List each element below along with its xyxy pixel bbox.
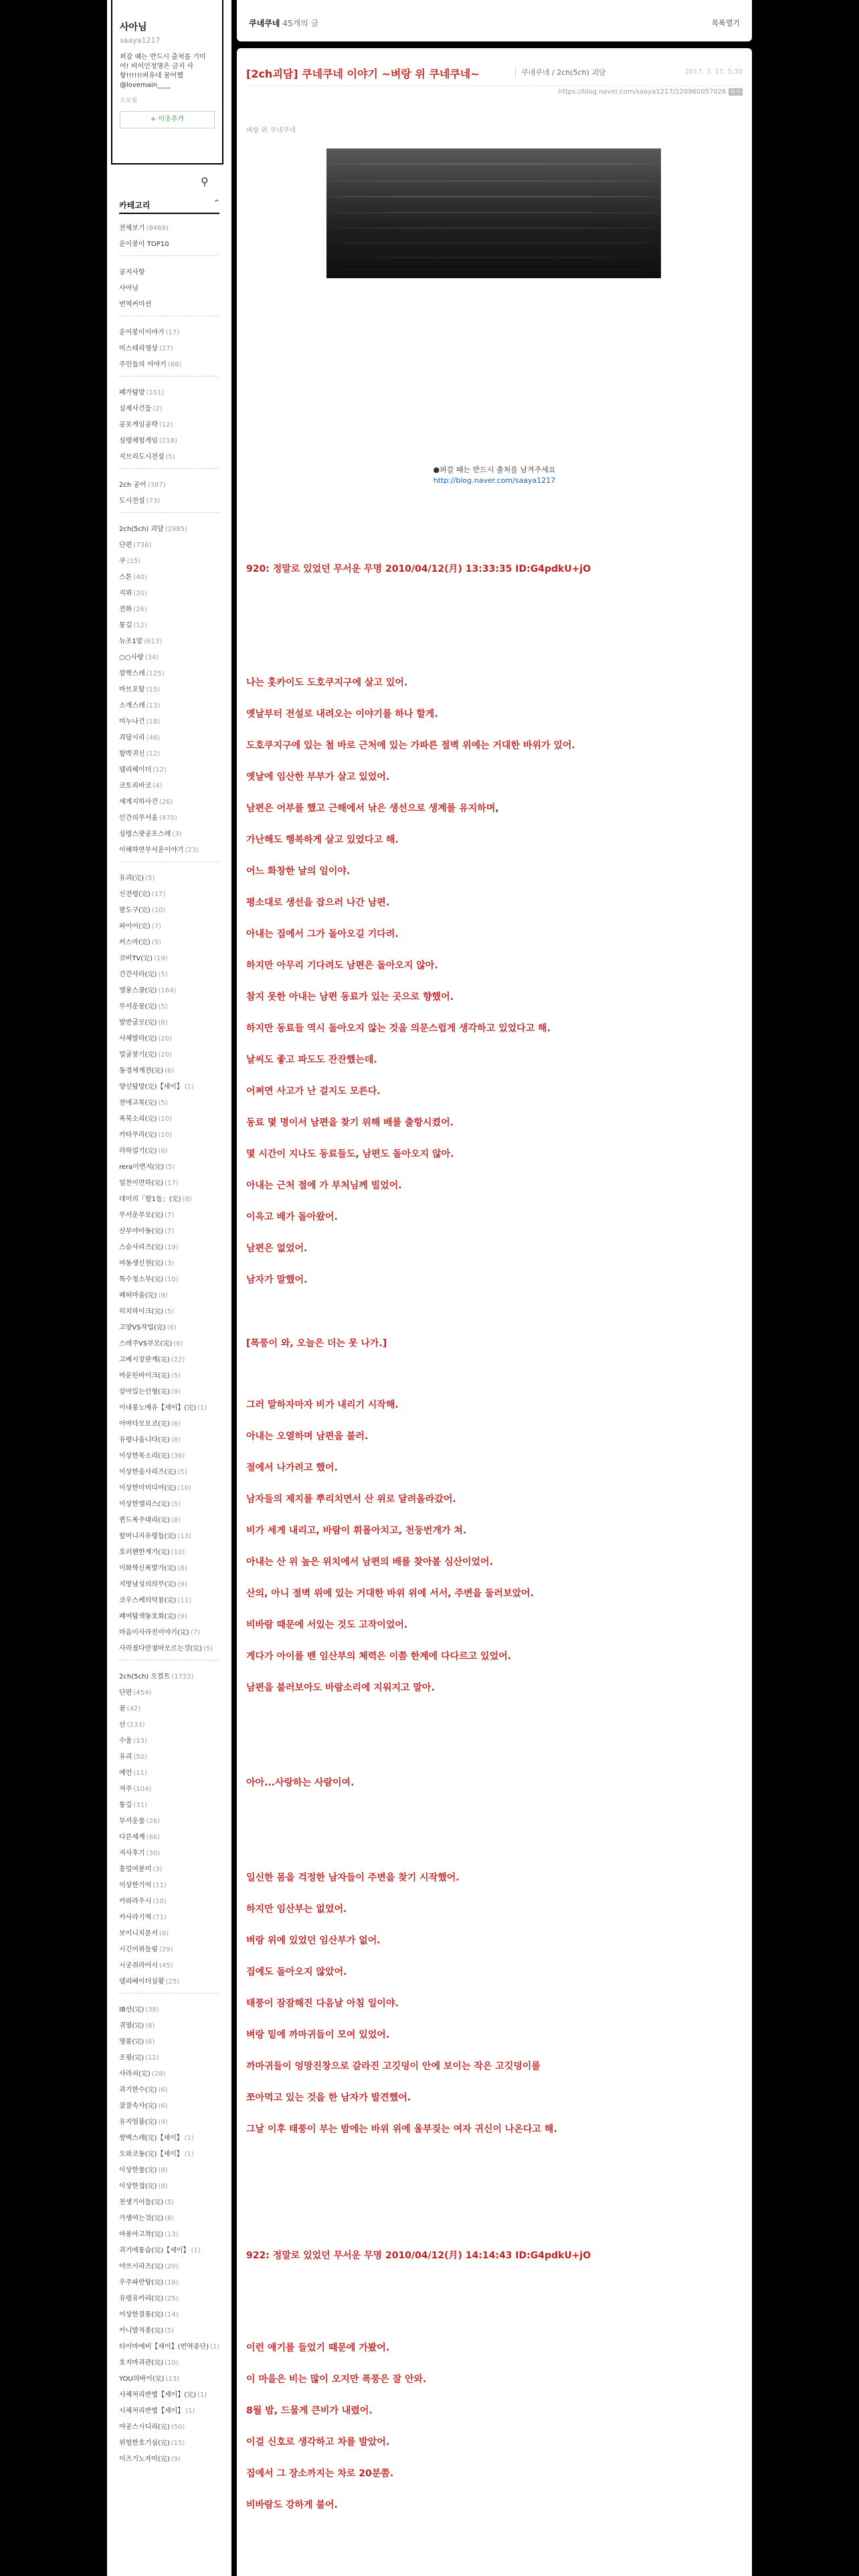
category-item[interactable]: 뉴조1알 (613) <box>119 638 163 645</box>
post-line: 도호쿠지구에 있는 철 바로 근처에 있는 가파른 절벽 위에는 거대한 바위가 있어. <box>246 740 575 751</box>
category-item[interactable]: IB선(完) (38) <box>119 2006 159 2014</box>
post-line: 922: 정말로 있었던 무서운 무명 2010/04/12(月) 14:14:43 ID:G4pdkU+jO <box>246 2250 591 2261</box>
post-line: [폭풍이 와, 오늘은 더는 못 나가.] <box>246 1338 387 1349</box>
category-item[interactable]: 폐허마을(完) (9) <box>119 1292 168 1299</box>
category-item[interactable]: 호지마괴관(完) (10) <box>119 2359 179 2367</box>
post-line: 이걸 신호로 생각하고 차를 발았어. <box>246 2437 390 2448</box>
category-item[interactable]: 통길 (31) <box>119 1802 147 1809</box>
category-header <box>119 199 219 214</box>
category-item[interactable]: 마음이사라진이야기(完) (7) <box>119 1629 200 1636</box>
post-line: 집에도 돌아오지 않았어. <box>246 1967 347 1977</box>
category-item[interactable]: 보이니치문서 (6) <box>119 1930 169 1937</box>
category-item[interactable]: 여동생신천(完) (3) <box>119 1260 175 1267</box>
category-item[interactable]: 심령스팟공포스레 (3) <box>119 831 182 838</box>
post-article <box>237 48 752 2576</box>
category-item[interactable]: 조핑(完) (12) <box>119 2054 159 2062</box>
post-line: 아내는 오열하며 남편을 불러. <box>246 1431 369 1442</box>
category-item[interactable]: 이내풍노예유【세이】(完) (1) <box>119 1404 207 1412</box>
category-item[interactable]: 오와코동(完)【세이】 (1) <box>119 2151 194 2158</box>
category-item[interactable]: 시체처리반법【세이】 (1) <box>119 2407 195 2415</box>
post-line: 하지만 동료들 역시 돌아오지 않는 것을 의문스럽게 생각하고 있었다고 해. <box>246 1023 551 1034</box>
category-item[interactable]: 유괴(完) (5) <box>119 875 155 882</box>
category-item[interactable]: 사체처리반법【세이】(完) (1) <box>119 2391 207 2399</box>
category-item[interactable]: 지브리도시전설 (5) <box>119 453 175 461</box>
category-item[interactable]: 수울 (13) <box>119 1737 147 1745</box>
category-item[interactable]: 스톤 (40) <box>119 574 147 581</box>
category-item[interactable]: 데이의「할1들」(完) (8) <box>119 1196 192 1203</box>
category-item[interactable]: 도시전설 (73) <box>119 498 161 505</box>
category-item[interactable]: 전화 (26) <box>119 606 147 613</box>
category-item[interactable]: 코비TV(完) (19) <box>119 955 168 962</box>
category-item[interactable]: 이상한목소리(完) (36) <box>119 1453 185 1460</box>
category-item[interactable]: 커스마(完) (5) <box>119 939 161 946</box>
category-item[interactable]: 스승사리즈(完) (19) <box>119 1244 179 1251</box>
category-divider <box>119 1660 219 1667</box>
post-line: 비바람도 강하게 불어. <box>246 2500 338 2510</box>
category-item[interactable]: 시긴어위들림 (29) <box>119 1946 173 1953</box>
post-line: 남자들의 제지를 뿌리치면서 산 위로 달려올라갔어. <box>246 1494 456 1505</box>
category-title: 카테고리 <box>119 201 151 210</box>
post-line: 920: 정말로 있었던 무서운 무명 2010/04/12(月) 13:33:35 ID:G4pdkU+jO <box>246 564 591 574</box>
category-item[interactable]: 주민들의 이야기 (88) <box>119 361 182 368</box>
category-item[interactable]: 가생여는것(完) (8) <box>119 2215 175 2222</box>
category-item[interactable]: 마운틴바이크(完) (5) <box>119 1372 181 1380</box>
category-item[interactable]: 살아있는인형(完) (9) <box>119 1388 181 1396</box>
main-content <box>237 0 752 2576</box>
post-line: 평소대로 생선을 잡으러 나간 남편. <box>246 897 390 908</box>
category-item[interactable]: 심령체험게임 (218) <box>119 437 177 445</box>
category-item[interactable]: 마브포탈 (15) <box>119 686 161 693</box>
post-line: 나는 홋카이도 도호쿠지구에 살고 있어. <box>246 677 408 688</box>
category-item[interactable]: 흥얼여분미 (3) <box>119 1866 163 1873</box>
category-item[interactable]: 카사라기역 (71) <box>119 1914 167 1921</box>
category-item[interactable]: rera이면지(完) (5) <box>119 1164 175 1171</box>
category-item[interactable]: 괴기한수(完) (6) <box>119 2086 168 2094</box>
category-item[interactable]: YOU의바이(完) (13) <box>119 2375 180 2383</box>
category-item[interactable]: 잘잘속사(完) (6) <box>119 2103 168 2110</box>
category-item[interactable]: 일찬이면하(完) (17) <box>119 1180 179 1187</box>
category-item[interactable]: 이상한물(完) (8) <box>119 2167 168 2174</box>
category-item[interactable]: 위험한호기심(完) (15) <box>119 2440 185 2447</box>
post-line: 하지만 아무리 기다려도 남편은 돌아오지 않아. <box>246 960 438 971</box>
category-divider <box>119 255 219 262</box>
category-item[interactable]: 무서운꿈(完) (5) <box>119 1003 168 1010</box>
category-item[interactable]: 미스테리영상 (27) <box>119 345 173 352</box>
category-item[interactable]: 양신탐방(完)【세이】 (1) <box>119 1083 194 1091</box>
post-line: 벼랑 위에 있었던 임산부가 없어. <box>246 1935 381 1946</box>
category-item[interactable]: 산 (233) <box>119 1721 145 1729</box>
category-item[interactable]: 지위 (20) <box>119 590 147 597</box>
category-item[interactable]: 유령유카리(完) (25) <box>119 2295 179 2302</box>
category-divider <box>119 468 219 475</box>
post-line: 산의, 아니 절벽 위에 있는 거대한 바위 위에 서서, 주변을 둘러보았어. <box>246 1588 534 1599</box>
post-line: 이윽고 배가 돌아왔어. <box>246 1212 338 1222</box>
category-item[interactable]: 이상한미미디어(完) (10) <box>119 1485 191 1492</box>
category-item[interactable]: 공포게임공략 (12) <box>119 421 173 429</box>
post-line: 아아...사랑하는 사람이여. <box>246 1778 355 1788</box>
post-line: 쪼아먹고 있는 것을 한 남자가 발견했어. <box>246 2092 411 2103</box>
category-item[interactable]: 간간사라(完) (5) <box>119 971 168 978</box>
blog-link[interactable]: http://blog.naver.com/saaya1217 <box>433 476 556 485</box>
category-item[interactable]: 고베시장관계(完) (22) <box>119 1356 185 1364</box>
category-item[interactable]: 폐여탐색동호회(完) (9) <box>119 1613 187 1620</box>
category-item[interactable]: 카니발적종(完) (5) <box>119 2327 175 2335</box>
sea-image <box>326 148 661 278</box>
category-item[interactable]: 번역커미션 <box>119 301 152 308</box>
post-line: 남편은 없었어. <box>246 1243 308 1254</box>
post-line: 참지 못한 아내는 남편 동료가 있는 곳으로 향했어. <box>246 992 454 1002</box>
post-line: 어느 화창한 날의 일이야. <box>246 866 351 877</box>
category-item[interactable]: 천생기어들(完) (5) <box>119 2199 175 2206</box>
category-item[interactable]: 천애고목(完) (5) <box>119 1099 168 1107</box>
category-item[interactable]: 코우스케의악몽(完) (11) <box>119 1597 191 1604</box>
post-url: https://blog.naver.com/saaya1217/220960057026 복사 <box>559 88 743 96</box>
category-list <box>119 221 219 2576</box>
category-item[interactable]: 쿠 (15) <box>119 558 141 565</box>
category-item[interactable]: 파이어(完) (7) <box>119 923 161 930</box>
post-line: 절에서 나가려고 했어. <box>246 1463 338 1473</box>
category-item[interactable]: 라하얼기(完) (6) <box>119 1148 168 1155</box>
category-item[interactable]: 시궁쥐라어시 (45) <box>119 1962 173 1969</box>
category-divider <box>119 376 219 383</box>
search-icon[interactable]: ⚲ <box>201 175 209 188</box>
post-line: 어쩌면 사고가 난 걸지도 모른다. <box>246 1086 381 1097</box>
category-item[interactable]: 영풍(完) (6) <box>119 2038 155 2046</box>
category-item[interactable]: 타이마에비【세이】(번역중단) (1) <box>119 2343 219 2351</box>
category-item[interactable]: 저사후기 (30) <box>119 1850 161 1857</box>
profile-card <box>111 0 223 165</box>
post-line: 하지만 임산부는 없었어. <box>246 1904 347 1915</box>
category-item[interactable]: 퀸드폭주대리(完) (8) <box>119 1517 181 1524</box>
category-item[interactable]: 팔도구(完) (10) <box>119 907 166 914</box>
category-divider <box>119 861 219 868</box>
category-item[interactable]: 아마다모모코(完) (6) <box>119 1420 181 1428</box>
category-divider <box>119 1993 219 2000</box>
category-item[interactable]: 통길 (12) <box>119 622 147 629</box>
category-item[interactable]: 세계지하사건 (26) <box>119 798 173 806</box>
category-item[interactable]: 야공스시디리(完) (50) <box>119 2424 185 2431</box>
follow-button[interactable]: + 이웃추가 <box>120 111 215 128</box>
category-item[interactable]: 델리헤이더 (12) <box>119 766 167 774</box>
category-item[interactable]: 고양VS작업(完) (6) <box>119 1324 177 1331</box>
category-item[interactable]: 사야님 <box>119 285 138 292</box>
post-line: 남편은 어부를 했고 근해에서 낚은 생선으로 생계를 유지하며, <box>246 803 499 814</box>
post-line: 이런 얘기를 들었기 때문에 가봤어. <box>246 2343 390 2353</box>
post-line: 비바람 때문에 서있는 것도 고작이었어. <box>246 1620 408 1630</box>
post-line: 비가 세게 내리고, 바람이 휘몰아치고, 천둥번개가 쳐. <box>246 1525 467 1536</box>
post-date: 2017. 3. 17. 5:30 <box>684 68 743 76</box>
category-item[interactable]: 2ch 공어 (387) <box>119 481 166 489</box>
category-item[interactable]: 이상한기억 (11) <box>119 1882 167 1889</box>
category-divider <box>119 512 219 519</box>
post-line: 아내는 근처 절에 가 부처님께 빌었어. <box>246 1180 402 1191</box>
category-item[interactable]: 소개스레 (13) <box>119 702 161 710</box>
post-line: 일신한 몸을 걱정한 남자들이 주변을 찾기 시작했어. <box>246 1872 460 1883</box>
category-divider <box>119 316 219 322</box>
profile-id: saaya1217 <box>120 36 161 45</box>
category-item[interactable]: 이해하면무서운이야기 (23) <box>119 847 199 854</box>
category-item[interactable]: 이상한접(完) (8) <box>119 2183 168 2190</box>
category-item[interactable]: 호러펜한계기(完) (10) <box>119 1549 185 1556</box>
category-item[interactable]: 야쓰시리즈(完) (20) <box>119 2263 179 2270</box>
post-line: 몇 시간이 지나도 동료들도, 남편도 돌아오지 않아. <box>246 1149 454 1160</box>
board-header <box>237 0 752 41</box>
category-item[interactable]: 할머니지유령들(完) (13) <box>119 1533 191 1540</box>
category-item[interactable]: 산부야아동(完) (7) <box>119 1228 175 1235</box>
category-item[interactable]: 이상한음사리즈(完) (5) <box>119 1469 187 1476</box>
category-item[interactable]: 부서운물 (26) <box>119 1818 161 1825</box>
category-item[interactable]: 유괴 (50) <box>119 1753 147 1761</box>
category-item[interactable]: 이즈기노자미(完) (9) <box>119 2456 181 2463</box>
post-line: 집에서 그 장소까지는 차로 20분쯤. <box>246 2468 394 2479</box>
category-item[interactable]: 코토리바코 (4) <box>119 782 163 790</box>
category-item[interactable]: 발반굴모(完) (8) <box>119 1019 168 1027</box>
post-line: 아내는 산 위 높은 위치에서 남편의 배를 찾아볼 심산이었어. <box>246 1557 493 1568</box>
category-item[interactable]: 사라쇠(完) (28) <box>119 2070 166 2078</box>
board-count: 45개의 글 <box>282 19 319 28</box>
category-item[interactable]: 깜짝스레 (125) <box>119 670 165 677</box>
post-line: 남편을 불러보아도 바람소리에 지워지고 말아. <box>246 1683 435 1693</box>
post-line: 태풍이 잠잠해진 다음날 아침 일이야. <box>246 1998 399 2009</box>
category-item[interactable]: ○○사랑 (34) <box>119 654 159 661</box>
post-line: 게다가 아이를 밴 임산부의 체력은 이쯤 한계에 다다르고 있었어. <box>246 1651 511 1662</box>
category-item[interactable]: 다른세계 (66) <box>119 1834 161 1841</box>
category-item[interactable]: 카와라우시 (10) <box>119 1898 167 1905</box>
category-item[interactable]: 이상한엘리스(完) (5) <box>119 1501 181 1508</box>
category-item[interactable]: 괴기에통습(完)【세이】 (1) <box>119 2247 201 2254</box>
category-item[interactable]: 무서운부모(完) (7) <box>119 1212 175 1219</box>
category-item[interactable]: 이상한결통(完) (14) <box>119 2311 179 2319</box>
category-item[interactable]: 마용아고착(完) (13) <box>119 2231 179 2238</box>
board-name[interactable]: 쿠네쿠네 45개의 글 <box>249 19 319 28</box>
post-line: 벼랑 밑에 까마귀들이 모여 있었어. <box>246 2030 390 2040</box>
category-item[interactable]: 인간의무서움 (470) <box>119 815 177 822</box>
post-line: 날씨도 좋고 파도도 잔잔했는데. <box>246 1055 377 1065</box>
category-item[interactable]: 쌍벽스레(完)【세이】 (1) <box>119 2135 194 2142</box>
category-item[interactable]: 예언 (11) <box>119 1769 147 1777</box>
category-item[interactable]: 2ch(5ch) 괴담 (2985) <box>119 526 187 533</box>
category-item[interactable]: 폭북소리(完) (10) <box>119 1115 172 1123</box>
profile-link[interactable]: 프로필 <box>120 98 138 104</box>
category-item[interactable]: 실제사건들 (2) <box>119 405 163 413</box>
category-item[interactable]: 꿈 (42) <box>119 1705 141 1713</box>
category-item[interactable]: 귀열(完) (8) <box>119 2022 155 2030</box>
category-item[interactable]: 사체발라(完) (20) <box>119 1035 172 1043</box>
category-item[interactable]: 운이봉이 TOP10 <box>119 241 169 248</box>
post-title[interactable]: [2ch괴담] 쿠네쿠네 이야기 ~벼랑 위 쿠네쿠네~ <box>246 68 480 80</box>
category-item[interactable]: 엘롱스쿨(完) (164) <box>119 987 177 994</box>
post-line: 옛날부터 전설로 내려오는 이야기를 하나 할게. <box>246 709 438 720</box>
category-item[interactable]: 특수청소부(完) (10) <box>119 1276 179 1283</box>
category-item[interactable]: 단편 (454) <box>119 1689 152 1697</box>
category-item[interactable]: 지망남성의의무(完) (9) <box>119 1581 187 1588</box>
category-item[interactable]: 유령나옵니다(完) (8) <box>119 1436 181 1444</box>
category-item[interactable]: 얼굴찾기(完) (20) <box>119 1051 172 1059</box>
category-item[interactable]: 함박귀신 (12) <box>119 750 161 758</box>
profile-name: 사아님 <box>120 22 147 33</box>
post-caption: 벼랑 위 쿠네쿠네 <box>246 127 296 134</box>
category-item[interactable]: 운이봉이이야기 (17) <box>119 329 180 336</box>
category-item[interactable]: 델리베이더실황 (25) <box>119 1978 180 1985</box>
post-line: 옛날에 임산한 부부가 살고 있었어. <box>246 772 390 782</box>
category-item[interactable]: 사라졌다만점마모르는것(完) (5) <box>119 1645 213 1652</box>
post-line: 8월 밤, 드물게 큰비가 내렸어. <box>246 2405 373 2416</box>
category-item[interactable]: 카타무라(完) (10) <box>119 1132 172 1139</box>
chevron-up-icon[interactable]: ^ <box>213 199 219 207</box>
copy-url-button[interactable]: 복사 <box>729 88 743 96</box>
category-item[interactable]: 이화학신폭발가(完) (8) <box>119 1565 187 1572</box>
category-item[interactable]: 신전령(完) (17) <box>119 891 166 898</box>
profile-description: 퍼갈 때는 반드시 출처를 기미어! 비이인정명은 금지 사항!!!!!!퍼유네 꿈어쨌 @lovemain____ <box>120 53 206 89</box>
list-toggle-button[interactable]: 목록열기 <box>711 19 740 27</box>
post-line: 이 마을은 비는 많이 오지만 폭풍은 잘 안와. <box>246 2374 427 2385</box>
category-item[interactable]: 미누나건 (18) <box>119 718 161 726</box>
category-item[interactable]: 2ch(5ch) 오컬트 (1722) <box>119 1673 194 1681</box>
category-item[interactable]: 우주파반탕(完) (16) <box>119 2279 179 2286</box>
post-line: 남자가 말했어. <box>246 1275 308 1285</box>
post-line: 동료 몇 명이서 남편을 찾기 위해 배를 출항시켰어. <box>246 1117 454 1128</box>
post-line: 까마귀들이 엉망진창으로 갈라진 고깃덩이 안에 보이는 작은 고깃덩이를 <box>246 2061 541 2072</box>
category-item[interactable]: 전체보기 (8469) <box>119 225 169 232</box>
category-item[interactable]: 저주 (104) <box>119 1786 152 1793</box>
category-item[interactable]: 폐가탐방 (101) <box>119 389 165 397</box>
category-item[interactable]: 괴담시리 (46) <box>119 734 161 742</box>
post-category[interactable]: 쿠네쿠네 / 2ch(5ch) 괴담 <box>515 67 606 78</box>
copyright-notice: ●퍼갈 때는 반드시 출처를 남겨주세요 <box>433 465 556 474</box>
post-line: 그러 말하자마자 비가 내리기 시작해. <box>246 1400 399 1410</box>
category-item[interactable]: 스레주VS부모(完) (6) <box>119 1340 183 1348</box>
post-line: 아내는 집에서 그가 돌아오길 기다려. <box>246 929 399 940</box>
category-item[interactable]: 히치하이크(完) (5) <box>119 1308 175 1315</box>
category-item[interactable]: 공지사항 <box>119 269 145 276</box>
category-item[interactable]: 유지엄풀(完) (9) <box>119 2119 168 2126</box>
category-item[interactable]: 동경세계전(完) (6) <box>119 1067 175 1075</box>
post-line: 가난해도 행복하게 살고 있었다고 해. <box>246 835 399 845</box>
category-item[interactable]: 단편 (736) <box>119 542 152 549</box>
post-line: 그날 이후 태풍이 부는 밤에는 바위 위에 울부짖는 여자 귀신이 나온다고 해. <box>246 2124 557 2135</box>
